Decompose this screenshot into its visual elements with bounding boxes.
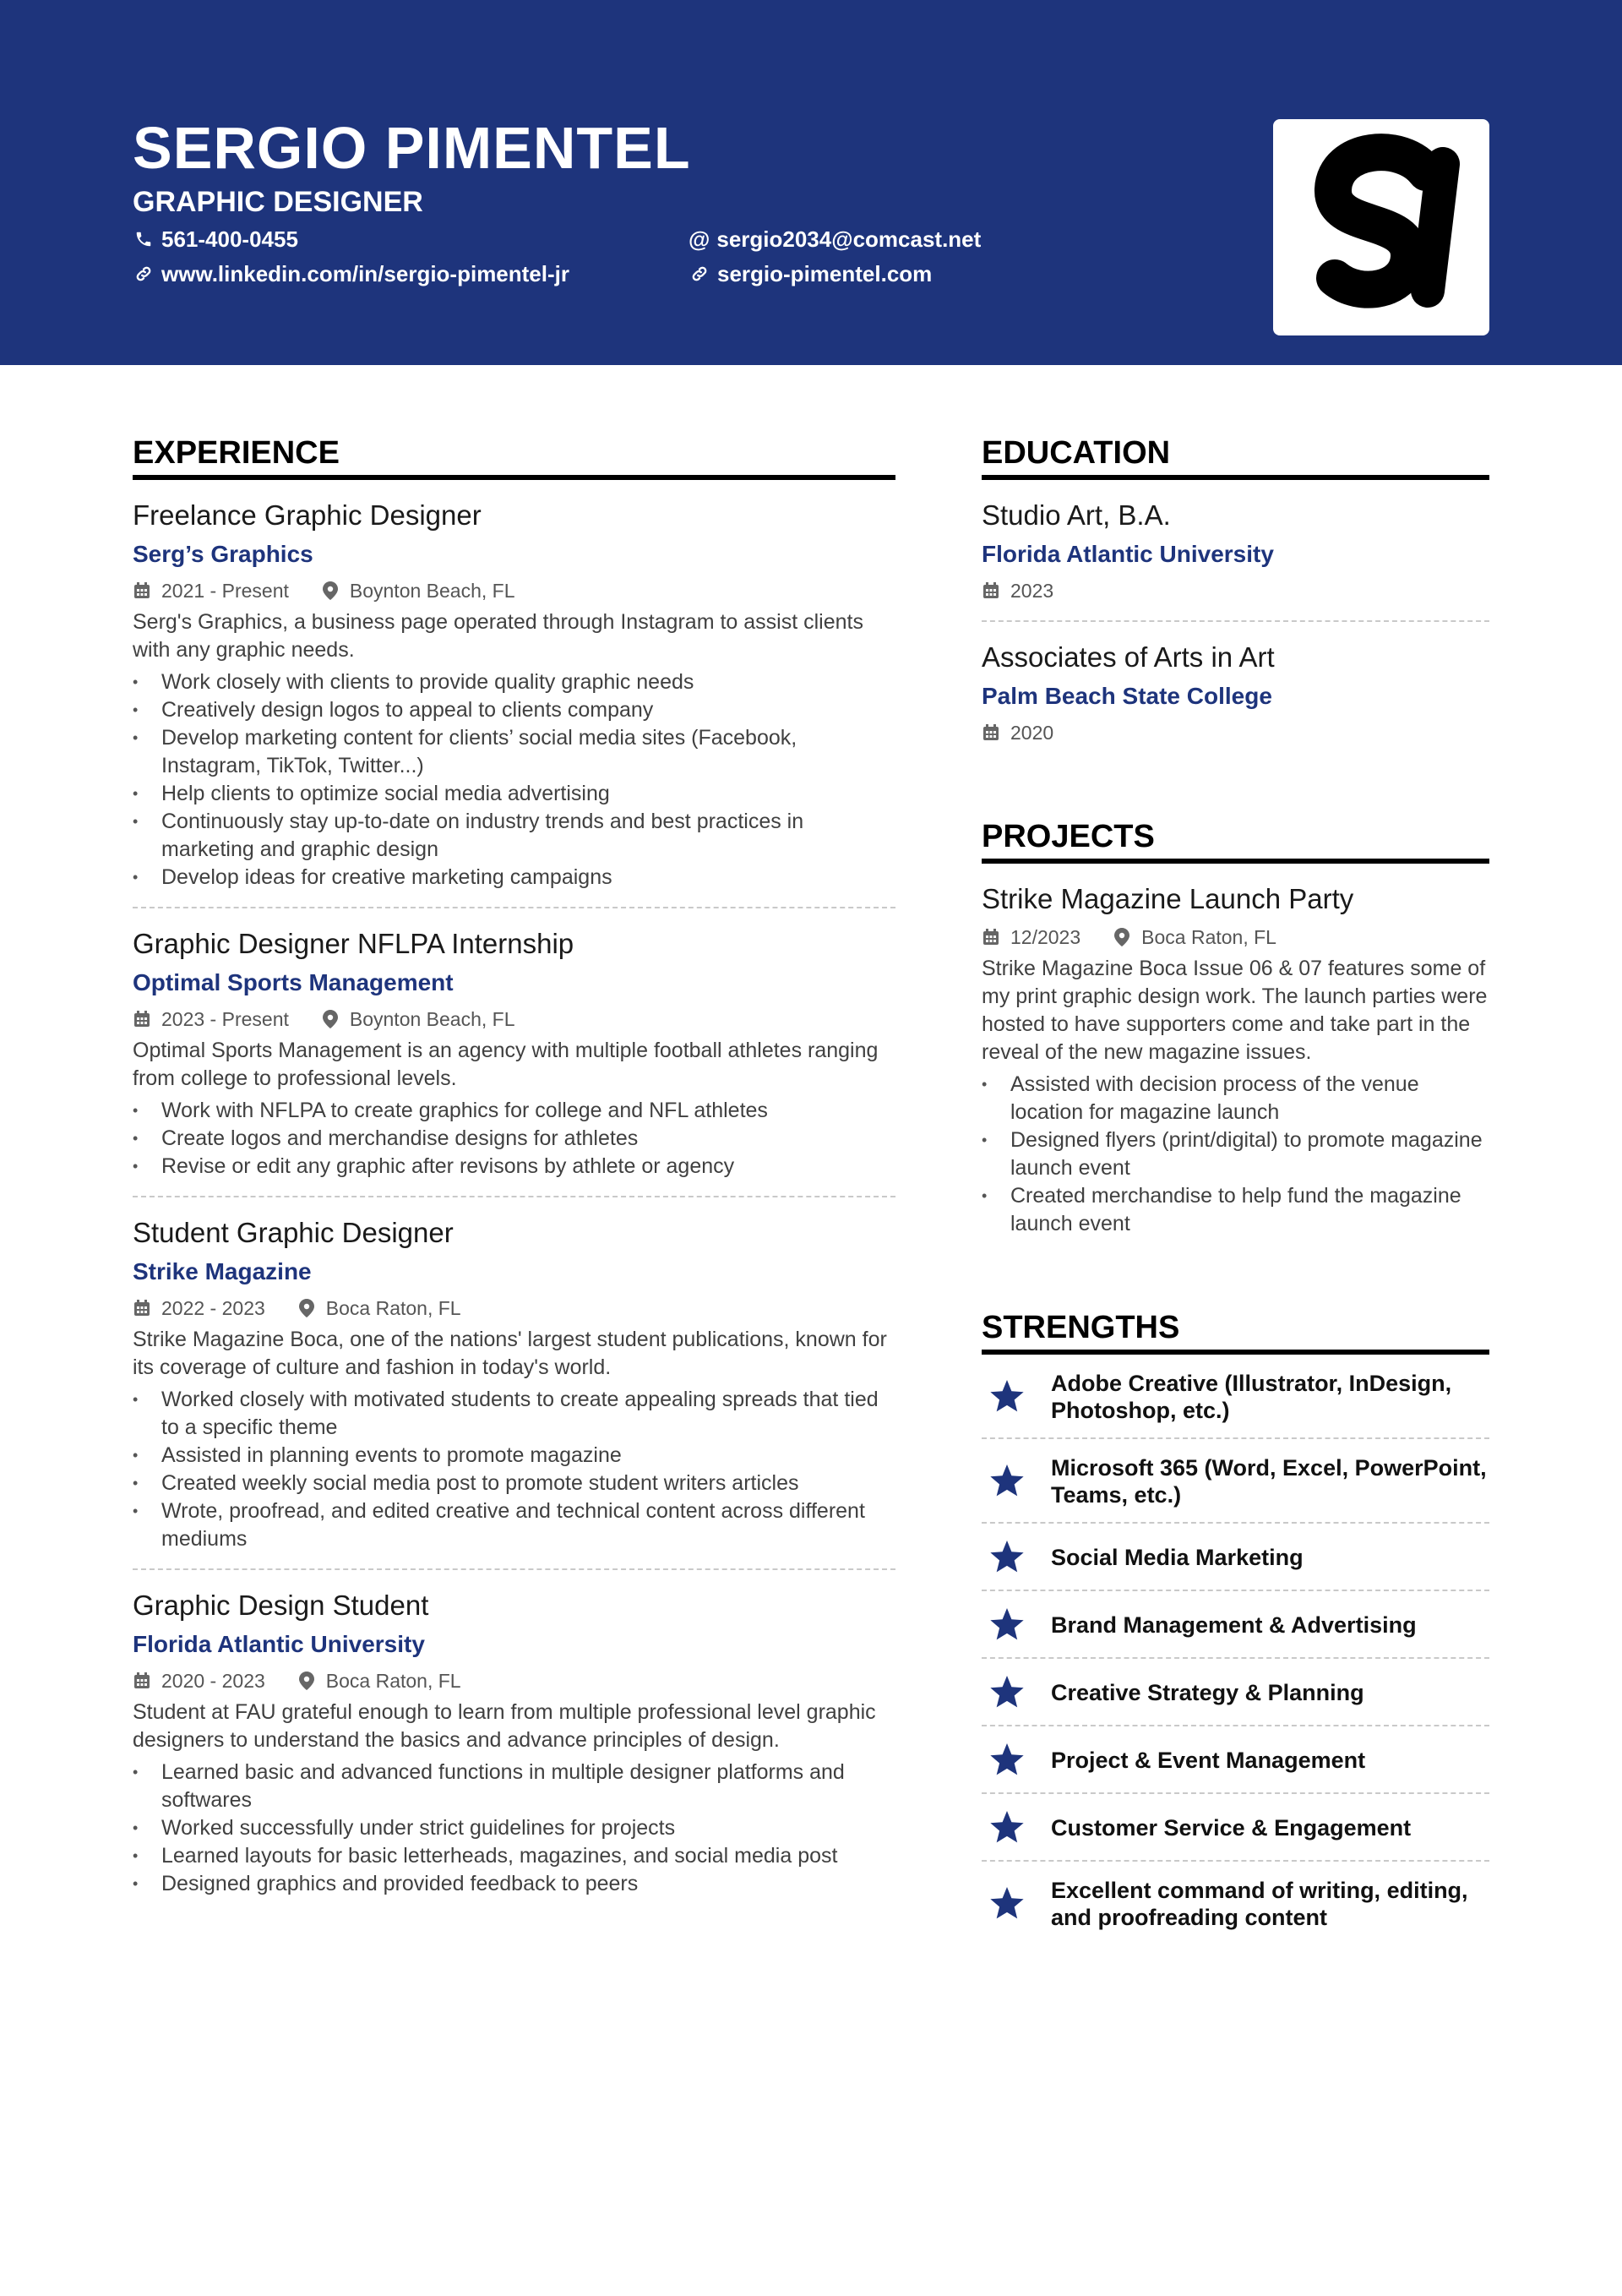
job-description: Serg's Graphics, a business page operated through Instagram to assist clients with any graphic needs. [133,610,863,662]
strengths-heading: STRENGTHS [982,1306,1489,1355]
education-year: 2023 [1010,580,1054,602]
company-name: Florida Atlantic University [133,1631,425,1657]
job-location: Boynton Beach, FL [349,580,515,602]
project-title: Strike Magazine Launch Party [982,883,1354,914]
sg-monogram-logo [1273,119,1489,335]
education-meta [982,718,1489,747]
map-pin-icon [321,581,340,600]
right-column [982,431,1489,1944]
phone-text: 561-400-0455 [161,226,298,252]
bullet-item: • Creatively design logos to appeal to clients company [133,696,895,724]
bullet-item: • Worked successfully under strict guidelines for projects [133,1814,895,1842]
phone-icon [133,228,155,250]
job-bullets [133,668,895,892]
left-column [133,431,895,1913]
link-icon [133,263,155,285]
job-title: Student Graphic Designer [133,1217,454,1248]
job-location: Boca Raton, FL [325,1670,461,1692]
calendar-icon [982,723,1000,742]
job-description: Optimal Sports Management is an agency with multiple football athletes ranging from college to professional levels. [133,1039,879,1090]
strength-label: Customer Service & Engagement [1051,1815,1412,1841]
company-name: Serg’s Graphics [133,541,313,567]
bullet-item: • Assisted in planning events to promote magazine [133,1442,895,1470]
linkedin-text: www.linkedin.com/in/sergio-pimentel-jr [161,261,569,286]
education-year: 2020 [1010,722,1054,744]
experience-entry [133,480,895,908]
bullet-item: • Develop ideas for creative marketing campaigns [133,864,895,892]
school-name: Palm Beach State College [982,683,1272,709]
project-bullets [982,1071,1489,1238]
calendar-icon [133,581,151,600]
strength-item [982,1591,1489,1659]
education-entry [982,480,1489,622]
job-meta [133,1666,895,1695]
education-entry [982,622,1489,762]
job-location: Boca Raton, FL [325,1297,461,1319]
strength-label: Brand Management & Advertising [1051,1612,1417,1638]
job-title: Graphic Designer NFLPA Internship [133,928,574,959]
bullet-item: • Continuously stay up-to-date on industry trends and best practices in marketing and graphic design [133,808,895,864]
job-title: Graphic Design Student [133,1590,429,1621]
star-icon [988,1463,1026,1500]
school-name: Florida Atlantic University [982,541,1274,567]
bullet-item: • Created weekly social media post to promote student writers articles [133,1470,895,1497]
link-icon [689,263,710,285]
calendar-icon [133,1299,151,1317]
map-pin-icon [1113,928,1131,946]
job-title: Freelance Graphic Designer [133,499,482,531]
candidate-name: SERGIO PIMENTEL [133,115,691,181]
strengths-list [982,1355,1489,1944]
bullet-item: • Worked closely with motivated students to create appealing spreads that tied to a specific theme [133,1386,895,1442]
star-icon [988,1885,1026,1922]
job-bullets [133,1097,895,1181]
contact-email[interactable] [689,225,981,254]
projects-heading: PROJECTS [982,815,1489,864]
experience-entry [133,908,895,1197]
job-dates: 2021 - Present [161,580,289,602]
job-meta [133,576,895,605]
strength-item [982,1355,1489,1439]
strength-item [982,1794,1489,1862]
company-name: Optimal Sports Management [133,969,454,995]
email-text: sergio2034@comcast.net [716,226,982,252]
star-icon [988,1606,1026,1644]
strength-item [982,1439,1489,1524]
contact-website[interactable] [689,259,932,288]
strength-label: Adobe Creative (Illustrator, InDesign, Photoshop, etc.) [1051,1371,1452,1423]
project-location: Boca Raton, FL [1141,926,1276,948]
calendar-icon [133,1010,151,1028]
project-entry [982,864,1489,1253]
education-meta [982,576,1489,605]
website-text: sergio-pimentel.com [717,261,933,286]
map-pin-icon [297,1299,316,1317]
star-icon [988,1378,1026,1415]
map-pin-icon [297,1672,316,1690]
bullet-item: • Assisted with decision process of the venue location for magazine launch [982,1071,1489,1126]
calendar-icon [982,581,1000,600]
star-icon [988,1742,1026,1779]
header-banner [0,0,1622,365]
bullet-item: • Help clients to optimize social media advertising [133,780,895,808]
at-icon: @ [689,226,710,252]
job-meta [133,1294,895,1323]
education-heading: EDUCATION [982,431,1489,480]
contact-phone[interactable] [133,225,298,254]
calendar-icon [133,1672,151,1690]
bullet-item: • Designed flyers (print/digital) to promote magazine launch event [982,1126,1489,1182]
job-bullets [133,1759,895,1898]
experience-entry [133,1570,895,1913]
bullet-item: • Develop marketing content for clients’ social media sites (Facebook, Instagram, TikTok, Twitter...) [133,724,895,780]
star-icon [988,1809,1026,1846]
bullet-item: • Wrote, proofread, and edited creative and technical content across different mediums [133,1497,895,1553]
strength-label: Excellent command of writing, editing, and proofreading content [1051,1878,1468,1930]
company-name: Strike Magazine [133,1258,312,1284]
strength-item [982,1659,1489,1726]
bullet-item: • Learned layouts for basic letterheads, magazines, and social media post [133,1842,895,1870]
star-icon [988,1674,1026,1711]
degree-title: Studio Art, B.A. [982,499,1171,531]
strength-label: Creative Strategy & Planning [1051,1680,1364,1705]
bullet-item: • Work with NFLPA to create graphics for college and NFL athletes [133,1097,895,1125]
strength-label: Project & Event Management [1051,1748,1366,1773]
experience-heading: EXPERIENCE [133,431,895,480]
sg-logo-graphic [1301,130,1461,324]
bullet-item: • Created merchandise to help fund the magazine launch event [982,1182,1489,1238]
star-icon [988,1539,1026,1576]
bullet-item: • Learned basic and advanced functions in multiple designer platforms and softwares [133,1759,895,1814]
job-dates: 2023 - Present [161,1008,289,1030]
project-description: Strike Magazine Boca Issue 06 & 07 features some of my print graphic design work. The launch parties were hosted to have supporters come and take part in the reveal of the new magazine issues. [982,957,1488,1064]
job-description: Student at FAU grateful enough to learn from multiple professional level graphic designers to understand the basics and advance principles of design. [133,1700,876,1752]
degree-title: Associates of Arts in Art [982,641,1275,673]
map-pin-icon [321,1010,340,1028]
calendar-icon [982,928,1000,946]
strength-item [982,1862,1489,1944]
job-meta [133,1005,895,1033]
experience-entry [133,1197,895,1570]
bullet-item: • Revise or edit any graphic after revisons by athlete or agency [133,1153,895,1181]
bullet-item: • Work closely with clients to provide quality graphic needs [133,668,895,696]
job-bullets [133,1386,895,1553]
job-location: Boynton Beach, FL [349,1008,515,1030]
job-description: Strike Magazine Boca, one of the nations' largest student publications, known for its coverage of culture and fashion in today's world. [133,1328,887,1379]
project-date: 12/2023 [1010,926,1081,948]
strength-label: Microsoft 365 (Word, Excel, PowerPoint, Teams, etc.) [1051,1455,1487,1508]
contact-linkedin[interactable] [133,259,569,288]
bullet-item: • Designed graphics and provided feedback to peers [133,1870,895,1898]
job-dates: 2020 - 2023 [161,1670,265,1692]
project-meta [982,923,1489,952]
strength-item [982,1726,1489,1794]
strength-label: Social Media Marketing [1051,1545,1304,1570]
candidate-title: GRAPHIC DESIGNER [133,186,423,218]
bullet-item: • Create logos and merchandise designs for athletes [133,1125,895,1153]
job-dates: 2022 - 2023 [161,1297,265,1319]
strength-item [982,1524,1489,1591]
